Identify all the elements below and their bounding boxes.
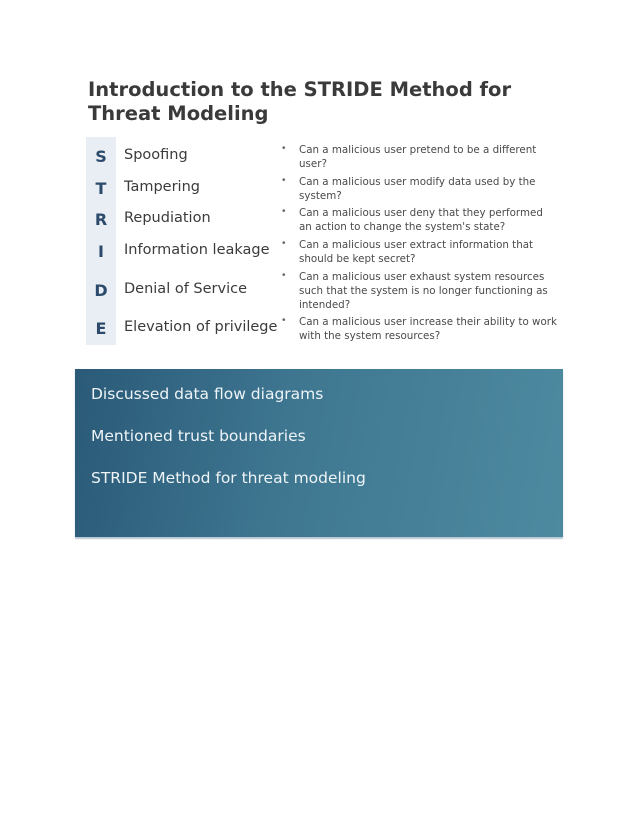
stride-letter: I (98, 242, 104, 261)
stride-letter: S (95, 147, 107, 166)
stride-term: Spoofing (124, 147, 188, 163)
summary-panel (75, 369, 563, 537)
stride-question: Can a malicious user extract information that should be kept secret? (299, 239, 534, 265)
bullet-icon: • (282, 315, 286, 326)
bullet-icon: • (282, 143, 286, 154)
bullet-icon: • (282, 270, 286, 281)
stride-question: Can a malicious user increase their ability to work with the system resources? (299, 316, 557, 342)
stride-term: Denial of Service (124, 281, 248, 297)
stride-question: Can a malicious user modify data used by the system? (299, 176, 536, 202)
summary-item: Mentioned trust boundaries (91, 427, 306, 445)
bullet-icon: • (282, 206, 286, 217)
stride-term: Information leakage (124, 242, 270, 258)
stride-question: Can a malicious user exhaust system resources such that the system is no longer functioning as intended? (299, 271, 548, 311)
summary-item: STRIDE Method for threat modeling (91, 469, 366, 487)
stride-letter: E (95, 319, 107, 338)
stride-letter: R (94, 210, 108, 229)
stride-question: Can a malicious user deny that they performed an action to change the system's state? (299, 207, 543, 233)
bullet-icon: • (282, 238, 286, 249)
letter-column-background (86, 137, 116, 345)
summary-item: Discussed data flow diagrams (91, 385, 324, 403)
stride-term: Tampering (124, 179, 200, 195)
stride-letter: D (94, 281, 108, 300)
stride-letter: T (95, 179, 107, 198)
stride-term: Elevation of privilege (124, 319, 278, 335)
stride-question: Can a malicious user pretend to be a different user? (299, 144, 537, 170)
bullet-icon: • (282, 175, 286, 186)
page-title: Introduction to the STRIDE Method for Threat Modeling (88, 78, 512, 125)
stride-term: Repudiation (124, 210, 211, 226)
